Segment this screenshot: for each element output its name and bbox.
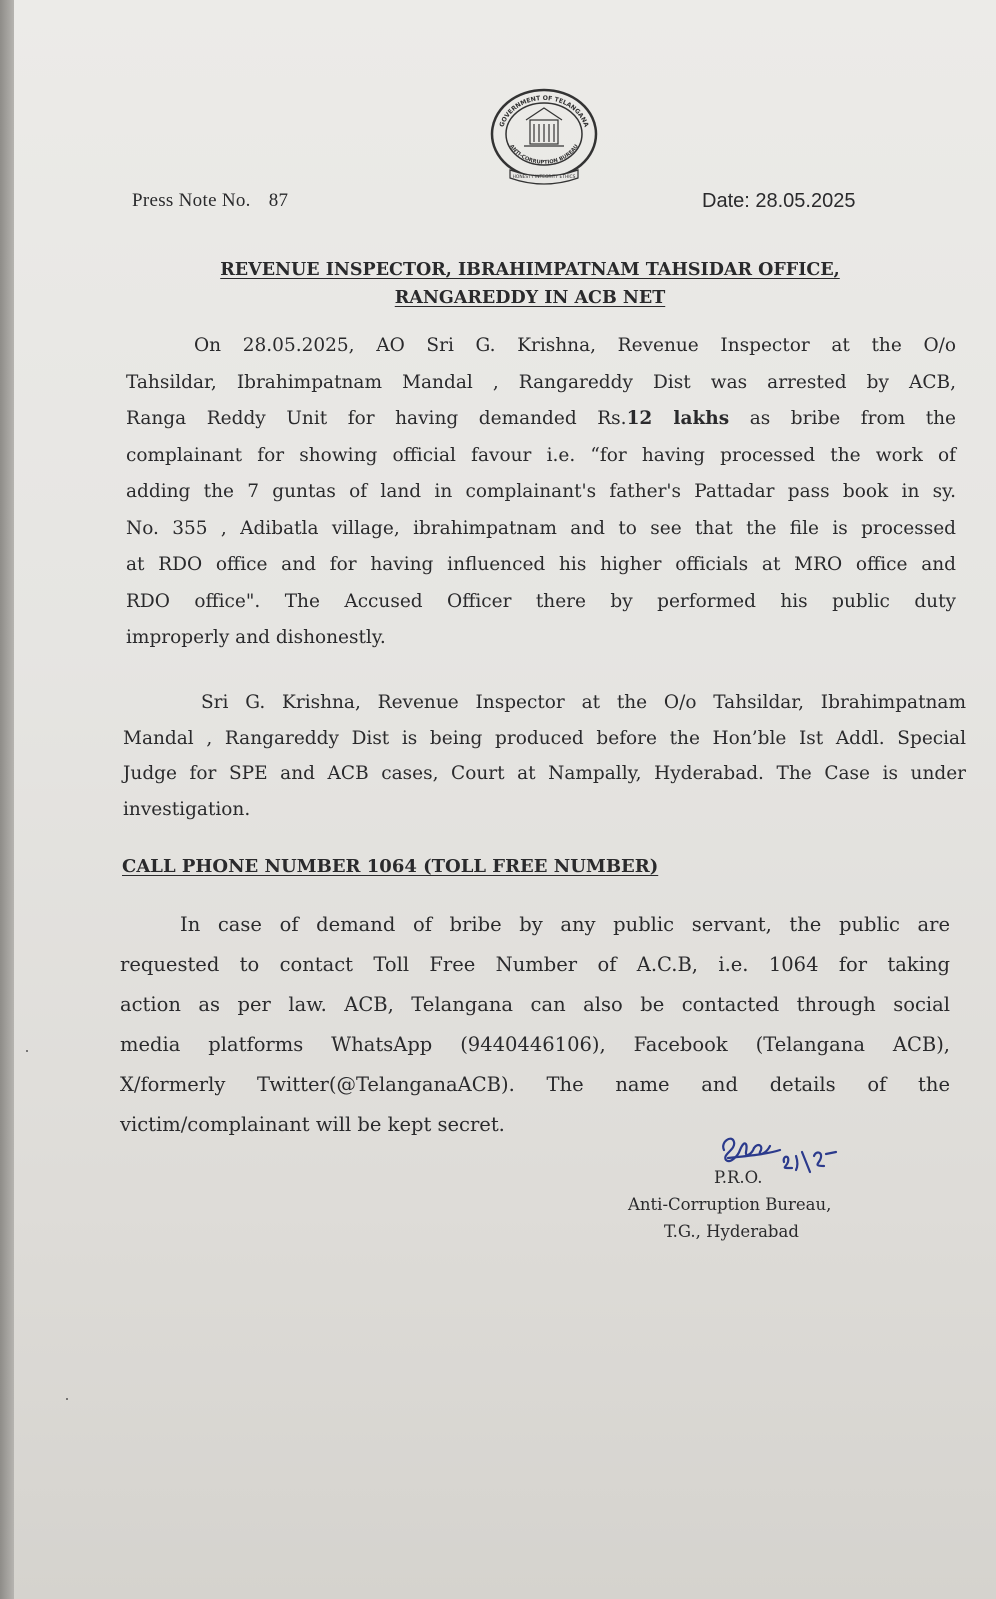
paragraph-line: No. 355 , Adibatla village, ibrahimpatnam and to see that the file is processed	[126, 517, 956, 539]
toll-free-heading: CALL PHONE NUMBER 1064 (TOLL FREE NUMBER)	[122, 856, 659, 877]
headline-line-2: RANGAREDDY IN ACB NET	[394, 288, 666, 308]
seal-ribbon-text: HONESTY INTEGRITY ETHICS	[512, 175, 576, 180]
paragraph-line: X/formerly Twitter(@TelanganaACB). The name and details of the	[120, 1073, 950, 1096]
bribe-text-suffix: as bribe from the	[729, 408, 956, 429]
paragraph-contact-info	[120, 905, 950, 1145]
bribe-amount: 12 lakhs	[626, 408, 730, 429]
seal-ring-bottom-text: ANTI-CORRUPTION BUREAU	[508, 143, 580, 166]
signature-block	[622, 1164, 862, 1245]
press-note-header	[132, 190, 288, 212]
paragraph-line: victim/complainant will be kept secret.	[120, 1113, 505, 1136]
paragraph-line: investigation.	[123, 798, 251, 820]
press-note-date: Date: 28.05.2025	[702, 190, 856, 212]
paragraph-arrest-details	[126, 328, 956, 657]
bureau-location: T.G., Hyderabad	[664, 1222, 799, 1241]
paragraph-line: at RDO office and for having influenced his higher officials at MRO office and	[126, 554, 956, 575]
paragraph-line: Tahsildar, Ibrahimpatnam Mandal , Rangareddy Dist was arrested by ACB,	[126, 371, 956, 393]
paragraph-line: On 28.05.2025, AO Sri G. Krishna, Revenue Inspector at the O/o	[194, 335, 956, 356]
paragraph-line: complainant for showing official favour i.e. “for having processed the work of	[126, 444, 956, 466]
paper-speck	[26, 1050, 28, 1052]
paragraph-line	[126, 401, 956, 438]
page-edge-shadow	[0, 0, 14, 1599]
paragraph-line: media platforms WhatsApp (9440446106), Facebook (Telangana ACB),	[120, 1033, 950, 1056]
paragraph-line: RDO office". The Accused Officer there by performed his public duty	[126, 590, 956, 612]
acb-seal-emblem	[488, 86, 600, 186]
paragraph-line: Mandal , Rangareddy Dist is being produced before the Hon’ble Ist Addl. Special	[123, 727, 966, 749]
paragraph-court-production	[123, 685, 966, 827]
paragraph-line: In case of demand of bribe by any public servant, the public are	[180, 913, 950, 936]
paragraph-line: adding the 7 guntas of land in complainant's father's Pattadar pass book in sy.	[126, 481, 956, 502]
press-note-label: Press Note No.	[132, 190, 251, 211]
bureau-name: Anti-Corruption Bureau,	[628, 1195, 832, 1214]
paragraph-line: action as per law. ACB, Telangana can also be contacted through social	[120, 993, 950, 1016]
press-note-number: 87	[268, 190, 289, 211]
paragraph-line: Judge for SPE and ACB cases, Court at Nampally, Hyderabad. The Case is under	[123, 763, 966, 784]
paragraph-line: requested to contact Toll Free Number of A.C.B, i.e. 1064 for taking	[120, 953, 950, 976]
paragraph-line: improperly and dishonestly.	[126, 627, 386, 648]
seal-ring-top-text: GOVERNMENT OF TELANGANA	[498, 94, 590, 129]
pro-designation: P.R.O.	[714, 1168, 763, 1187]
svg-text:ANTI-CORRUPTION BUREAU	[508, 144, 580, 166]
bribe-text-prefix: Ranga Reddy Unit for having demanded Rs.	[126, 408, 627, 429]
headline-line-1: REVENUE INSPECTOR, IBRAHIMPATNAM TAHSIDAR OFFICE,	[220, 260, 840, 280]
paragraph-line: Sri G. Krishna, Revenue Inspector at the O/o Tahsildar, Ibrahimpatnam	[201, 692, 966, 713]
paper-speck	[66, 1398, 68, 1400]
